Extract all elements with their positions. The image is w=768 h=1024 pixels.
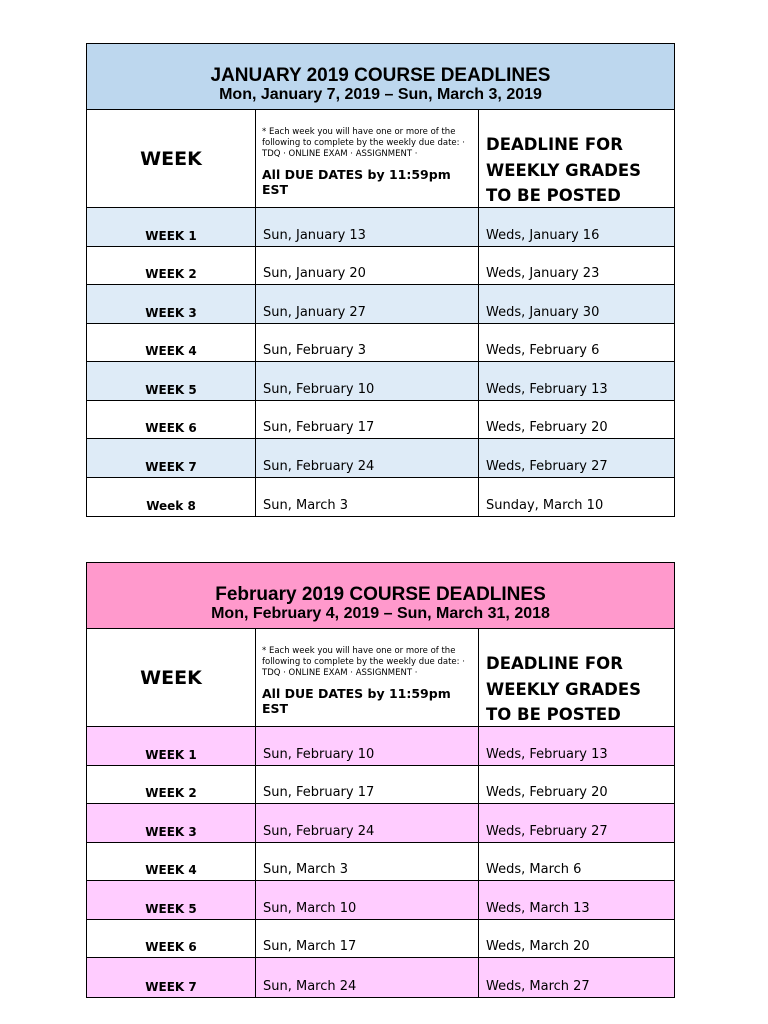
- grade-deadline-cell: Weds, March 13: [486, 900, 590, 916]
- grade-deadline-cell: Weds, March 20: [486, 939, 590, 954]
- february-table-title-block: [87, 563, 674, 629]
- grade-deadline-cell: Sunday, March 10: [486, 498, 604, 513]
- grade-deadline-cell: Weds, March 6: [486, 862, 582, 877]
- table-title: JANUARY 2019 COURSE DEADLINES: [210, 65, 551, 86]
- due-date-cell: Sun, January 20: [256, 247, 479, 285]
- table-row: [87, 362, 674, 401]
- due-date-cell: Sun, March 17: [256, 920, 479, 958]
- week-cell: WEEK 5: [87, 881, 256, 919]
- table-title: February 2019 COURSE DEADLINES: [215, 584, 546, 605]
- due-date-cell: Sun, February 3: [256, 324, 479, 362]
- due-time-note: All DUE DATES by 11:59pm EST: [262, 167, 451, 197]
- due-date-cell: Sun, January 13: [256, 208, 479, 246]
- table-row: [87, 285, 674, 324]
- table-row: [87, 766, 674, 805]
- week-cell: WEEK 3: [87, 804, 256, 842]
- due-date-cell: Sun, March 3: [256, 478, 479, 517]
- week-cell: WEEK 4: [87, 324, 256, 362]
- grade-deadline-cell: Weds, January 30: [486, 304, 600, 320]
- grade-deadline-cell: Weds, January 23: [486, 266, 600, 281]
- grade-deadline-cell: Weds, February 27: [486, 823, 608, 839]
- table-row: [87, 958, 674, 997]
- due-date-cell: Sun, March 3: [256, 843, 479, 881]
- due-date-cell: Sun, February 17: [256, 401, 479, 439]
- due-date-cell: Sun, January 27: [256, 285, 479, 323]
- table-row: [87, 247, 674, 286]
- grade-deadline-cell: Weds, February 20: [486, 785, 608, 800]
- week-cell: WEEK 7: [87, 958, 256, 997]
- grade-deadline-cell: Weds, February 13: [486, 381, 608, 397]
- table-row: [87, 920, 674, 959]
- grade-deadline-cell: Weds, January 16: [486, 227, 600, 243]
- table-row: [87, 881, 674, 920]
- due-date-cell: Sun, February 10: [256, 727, 479, 765]
- table-row: [87, 478, 674, 517]
- table-header-row: [87, 110, 674, 208]
- january-table-title-block: [87, 44, 674, 110]
- table-row: [87, 439, 674, 478]
- grade-deadline-cell: Weds, February 20: [486, 420, 608, 435]
- table-subtitle: Mon, February 4, 2019 – Sun, March 31, 2018: [211, 605, 550, 622]
- due-date-cell: Sun, February 24: [256, 439, 479, 477]
- table-row: [87, 208, 674, 247]
- due-date-cell: Sun, March 10: [256, 881, 479, 919]
- week-cell: Week 8: [87, 478, 256, 517]
- due-date-cell: Sun, February 10: [256, 362, 479, 400]
- week-cell: WEEK 4: [87, 843, 256, 881]
- table-header-row: [87, 629, 674, 727]
- grade-deadline-cell: Weds, February 13: [486, 746, 608, 762]
- week-cell: WEEK 3: [87, 285, 256, 323]
- week-cell: WEEK 6: [87, 920, 256, 958]
- week-cell: WEEK 7: [87, 439, 256, 477]
- table-row: [87, 401, 674, 440]
- due-date-column-header: [256, 629, 479, 726]
- week-column-header: WEEK: [87, 110, 256, 207]
- week-cell: WEEK 2: [87, 766, 256, 804]
- table-row: [87, 727, 674, 766]
- table-row: [87, 804, 674, 843]
- week-column-header: WEEK: [87, 629, 256, 726]
- due-date-column-header: [256, 110, 479, 207]
- table-subtitle: Mon, January 7, 2019 – Sun, March 3, 2019: [219, 86, 542, 103]
- week-cell: WEEK 5: [87, 362, 256, 400]
- weekly-note: * Each week you will have one or more of the following to complete by the weekly due date: · TDQ · ONLINE EXAM · ASSIGNMENT ·: [262, 127, 465, 159]
- table-row: [87, 324, 674, 363]
- due-date-cell: Sun, February 17: [256, 766, 479, 804]
- due-date-cell: Sun, February 24: [256, 804, 479, 842]
- week-cell: WEEK 2: [87, 247, 256, 285]
- deadline-column-header: DEADLINE FOR WEEKLY GRADES TO BE POSTED: [486, 654, 642, 724]
- february-deadlines-table: [86, 562, 675, 998]
- table-row: [87, 843, 674, 882]
- grade-deadline-cell: Weds, March 27: [486, 978, 590, 994]
- grade-deadline-cell: Weds, February 27: [486, 458, 608, 474]
- due-time-note: All DUE DATES by 11:59pm EST: [262, 686, 451, 716]
- week-cell: WEEK 1: [87, 727, 256, 765]
- january-deadlines-table: [86, 43, 675, 517]
- grade-deadline-cell: Weds, February 6: [486, 343, 600, 358]
- due-date-cell: Sun, March 24: [256, 958, 479, 997]
- weekly-note: * Each week you will have one or more of the following to complete by the weekly due date: · TDQ · ONLINE EXAM · ASSIGNMENT ·: [262, 646, 465, 678]
- week-cell: WEEK 1: [87, 208, 256, 246]
- week-cell: WEEK 6: [87, 401, 256, 439]
- deadline-column-header: DEADLINE FOR WEEKLY GRADES TO BE POSTED: [486, 135, 642, 205]
